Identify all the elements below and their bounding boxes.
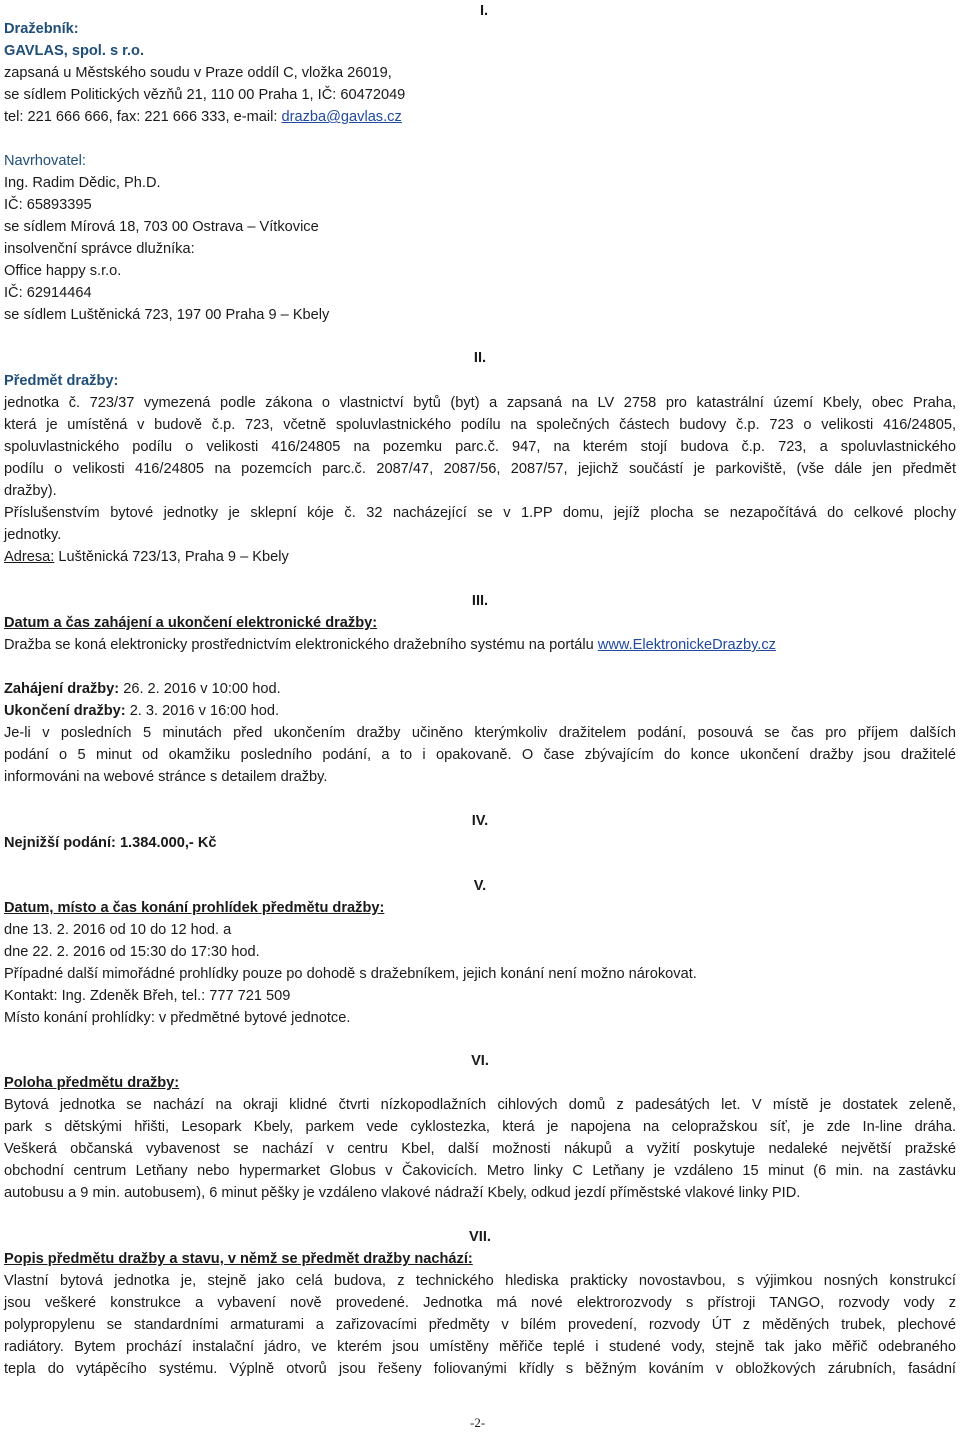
- paragraph-line: jednotka č. 723/37 vymezená podle zákona o vlastnictví bytů (byt) a zapsaná na LV 2758 pro katastrální území Kbely, obec Praha,: [4, 395, 956, 411]
- paragraph-line: jednotky.: [4, 527, 62, 543]
- proposer-label: Navrhovatel:: [4, 153, 86, 169]
- portal-line: [4, 634, 776, 656]
- auctioneer-registration: zapsaná u Městského soudu v Praze oddíl C, vložka 26019,: [4, 65, 392, 81]
- section-title: Předmět dražby:: [4, 373, 119, 389]
- section-number: III.: [471, 593, 489, 609]
- section-title: Datum, místo a čas konání prohlídek předmětu dražby:: [4, 900, 385, 916]
- contact-text: tel: 221 666 666, fax: 221 666 333, e-mail:: [4, 109, 282, 125]
- paragraph-line: Je-li v posledních 5 minutách před ukončením dražby učiněno kterýmkoliv dražitelem podání, posouvá se čas pro příjem dalších: [4, 725, 956, 741]
- portal-link[interactable]: www.ElektronickeDrazby.cz: [597, 637, 776, 653]
- paragraph-line: spoluvlastnického podílu o velikosti 416/24805 na pozemku parc.č. 947, na kterém stojí budova č.p. 723, a spoluvlastnického: [4, 439, 956, 455]
- paragraph-line: radiátory. Bytem prochází instalační jádro, ve kterém jsou umístěny měřiče teplé i studené vody, stejně tak jako měřič odebraného: [4, 1339, 956, 1355]
- viewing-contact: Kontakt: Ing. Zdeněk Břeh, tel.: 777 721 509: [4, 988, 291, 1004]
- viewing-place: Místo konání prohlídky: v předmětné bytové jednotce.: [4, 1010, 351, 1026]
- paragraph-line: Vlastní bytová jednotka je, stejně jako celá budova, z technického hlediska prakticky novostavbou, s výjimkou nosných konstrukcí: [4, 1273, 956, 1289]
- property-address: [4, 546, 289, 568]
- viewing-date-1: dne 13. 2. 2016 od 10 do 12 hod. a: [4, 922, 232, 938]
- debtor-address: se sídlem Luštěnická 723, 197 00 Praha 9 – Kbely: [4, 307, 330, 323]
- debtor-id: IČ: 62914464: [4, 285, 92, 301]
- auction-start: [4, 678, 281, 700]
- email-link[interactable]: drazba@gavlas.cz: [281, 109, 402, 125]
- end-value: 2. 3. 2016 v 16:00 hod.: [125, 703, 279, 719]
- paragraph-line: informováni na webové stránce s detailem dražby.: [4, 769, 328, 785]
- proposer-address: se sídlem Mírová 18, 703 00 Ostrava – Vítkovice: [4, 219, 319, 235]
- auctioneer-company: GAVLAS, spol. s r.o.: [4, 43, 145, 59]
- auctioneer-contact: [4, 106, 402, 128]
- paragraph-line: park s dětskými hřišti, Lesopark Kbely, parkem vede cyklostezka, která je napojena na celopražskou síť, je zde In-line dráha.: [4, 1119, 956, 1135]
- page-number: -2-: [470, 1415, 486, 1430]
- minimum-bid-value: 1.384.000,- Kč: [115, 835, 217, 851]
- address-value: Luštěnická 723/13, Praha 9 – Kbely: [54, 549, 289, 565]
- address-label: Adresa:: [4, 549, 55, 565]
- auction-end: [4, 700, 279, 722]
- paragraph-line: tepla do vytápěcího systému. Výplně otvorů jsou řešeny foliovanými křídly s běžným kováním v obložkových zárubních, fasádní: [4, 1361, 956, 1377]
- section-number: V.: [473, 878, 487, 894]
- minimum-bid: [4, 832, 217, 854]
- proposer-name: Ing. Radim Dědic, Ph.D.: [4, 175, 161, 191]
- section-number: IV.: [471, 813, 489, 829]
- proposer-id: IČ: 65893395: [4, 197, 92, 213]
- section-title: Popis předmětu dražby a stavu, v němž se předmět dražby nachází:: [4, 1251, 473, 1267]
- minimum-bid-label: Nejnižší podání:: [4, 835, 116, 851]
- section-number: VII.: [469, 1229, 491, 1245]
- paragraph-line: podání o 5 minut od okamžiku posledního podání, a to i opakovaně. O čase zbývajícím do konce ukončení dražby jsou dražitelé: [4, 747, 956, 763]
- paragraph-line: která je umístěná v budově č.p. 723, včetně spoluvlastnického podílu na společných částech budovy č.p. 723 o velikosti 416/24805,: [4, 417, 956, 433]
- section-number: II.: [473, 350, 487, 366]
- viewing-date-2: dne 22. 2. 2016 od 15:30 do 17:30 hod.: [4, 944, 260, 960]
- auctioneer-label: Dražebník:: [4, 21, 79, 37]
- paragraph-line: polypropylenu se standardními armaturami a zařizovacími předměty v bílém provedení, rozvody ÚT z měděných trubek, plechové: [4, 1317, 956, 1333]
- start-label: Zahájení dražby:: [4, 681, 120, 697]
- paragraph-line: dražby).: [4, 483, 57, 499]
- start-value: 26. 2. 2016 v 10:00 hod.: [119, 681, 281, 697]
- debtor-name: Office happy s.r.o.: [4, 263, 122, 279]
- section-number: I.: [479, 3, 489, 19]
- paragraph-line: obchodní centrum Letňany nebo hypermarket Globus v Čakovicích. Metro linky C Letňany je vzdáleno 15 minut (6 min. na zastávku: [4, 1163, 956, 1179]
- paragraph-line: Případné další mimořádné prohlídky pouze po dohodě s dražebníkem, jejich konání není možno nárokovat.: [4, 966, 697, 982]
- paragraph-line: Příslušenstvím bytové jednotky je sklepní kóje č. 32 nacházející se v 1.PP domu, jejíž plocha se nezapočítává do celkové plochy: [4, 505, 956, 521]
- section-number: VI.: [471, 1053, 489, 1069]
- paragraph-line: podílu o velikosti 416/24805 na pozemcích parc.č. 2087/47, 2087/56, 2087/57, jejichž součástí je parkoviště, (vše dále jen předmět: [4, 461, 956, 477]
- paragraph-line: autobusu a 9 min. autobusem), 6 minut pěšky je vzdáleno vlakové nádraží Kbely, odkud jezdí příměstské vlakové linky PID.: [4, 1185, 801, 1201]
- section-title: Datum a čas zahájení a ukončení elektronické dražby:: [4, 615, 378, 631]
- paragraph-line: jsou veškeré konstrukce a vybavení nově provedené. Jednotka má nové elektrorozvody s přístroji TANGO, rozvody vody z: [4, 1295, 956, 1311]
- auctioneer-address: se sídlem Politických vězňů 21, 110 00 Praha 1, IČ: 60472049: [4, 87, 406, 103]
- end-label: Ukončení dražby:: [4, 703, 126, 719]
- portal-text: Dražba se koná elektronicky prostřednictvím elektronického dražebního systému na portálu: [4, 637, 598, 653]
- paragraph-line: Bytová jednotka se nachází na okraji klidné čtvrti nízkopodlažních cihlových domů z padesátých let. V místě je dostatek zeleně,: [4, 1097, 956, 1113]
- paragraph-line: Veškerá občanská vybavenost se nachází v centru Kbel, další možnosti nákupů a vyžití poskytuje nedaleké největší pražské: [4, 1141, 956, 1157]
- proposer-role: insolvenční správce dlužníka:: [4, 241, 195, 257]
- section-title: Poloha předmětu dražby:: [4, 1075, 180, 1091]
